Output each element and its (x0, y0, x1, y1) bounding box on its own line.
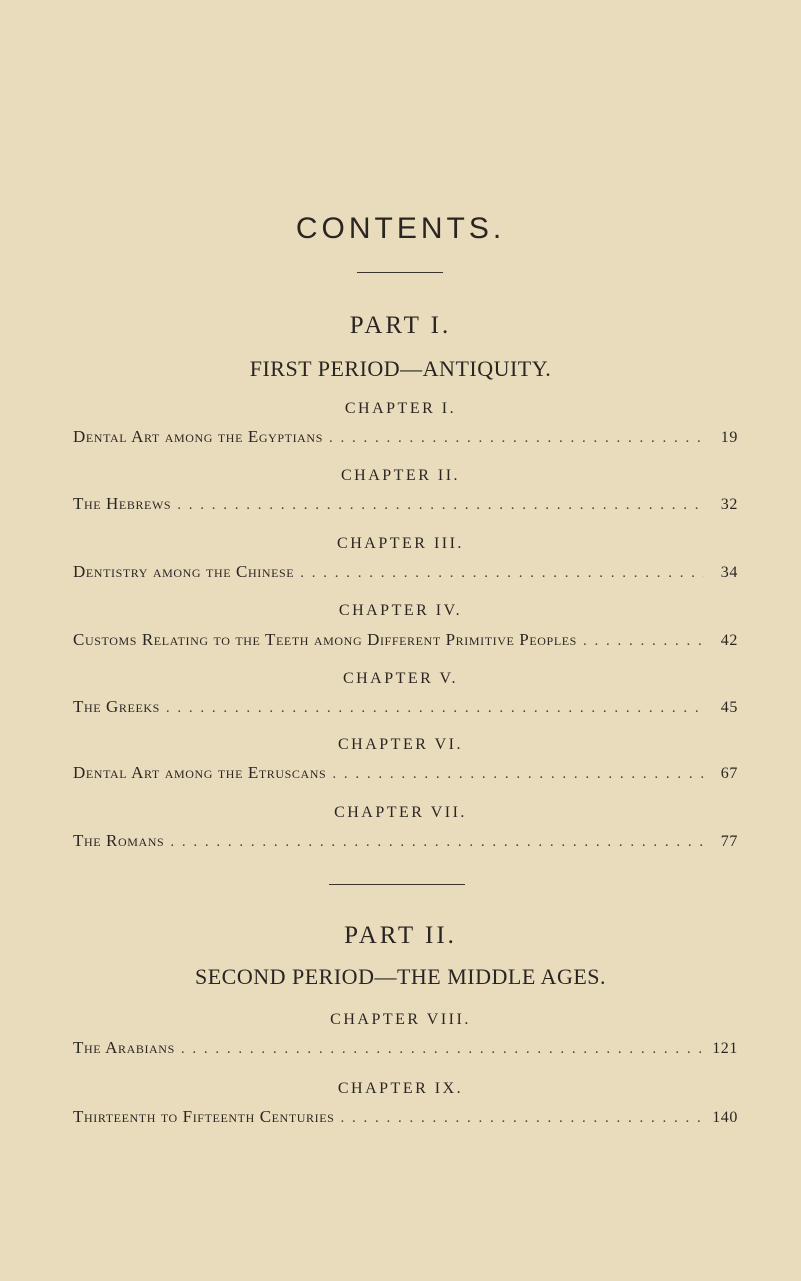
toc-page-number: 34 (720, 564, 738, 581)
toc-entry-title: The Greeks (73, 697, 160, 716)
toc-entry[interactable] (73, 697, 738, 717)
toc-page-number: 140 (712, 1109, 738, 1126)
chapter-heading: CHAPTER V. (342, 670, 459, 687)
toc-entry-title: The Romans (73, 831, 165, 850)
chapter-heading: CHAPTER IX. (337, 1080, 464, 1097)
dot-leader (166, 700, 704, 717)
toc-page-number: 121 (712, 1040, 738, 1057)
toc-page-number: 45 (720, 699, 738, 716)
period-title: SECOND PERIOD—THE MIDDLE AGES. (195, 964, 606, 989)
dot-leader (300, 565, 704, 582)
toc-entry[interactable] (73, 1107, 738, 1127)
toc-entry[interactable] (73, 427, 738, 447)
toc-page-number: 67 (720, 765, 738, 782)
dot-leader (329, 430, 704, 447)
chapter-heading: CHAPTER VI. (338, 736, 463, 753)
period-title: FIRST PERIOD—ANTIQUITY. (249, 356, 552, 381)
dot-leader (332, 766, 704, 783)
toc-page-number: 19 (720, 429, 738, 446)
toc-entry-title: Thirteenth to Fifteenth Centuries (73, 1107, 335, 1126)
dot-leader (170, 834, 704, 851)
toc-entry-title: Customs Relating to the Teeth among Different Primitive Peoples (73, 630, 577, 649)
toc-page-number: 77 (720, 833, 738, 850)
toc-entry[interactable] (73, 1038, 738, 1058)
toc-entry-title: The Arabians (73, 1038, 175, 1057)
dot-leader (177, 497, 704, 514)
divider-rule (329, 884, 465, 885)
contents-heading: CONTENTS. (295, 212, 506, 245)
dot-leader (583, 633, 704, 650)
toc-page-number: 42 (720, 632, 738, 649)
toc-entry[interactable] (73, 562, 738, 582)
chapter-heading: CHAPTER VIII. (330, 1011, 471, 1028)
toc-page-number: 32 (720, 496, 738, 513)
toc-entry[interactable] (73, 494, 738, 514)
toc-entry-title: Dental Art among the Etruscans (73, 763, 327, 782)
chapter-heading: CHAPTER VII. (334, 804, 467, 821)
toc-entry-title: Dentistry among the Chinese (73, 562, 295, 581)
toc-entry[interactable] (73, 763, 738, 783)
toc-entry[interactable] (73, 831, 738, 851)
part-title: PART I. (349, 312, 452, 339)
chapter-heading: CHAPTER II. (340, 467, 461, 484)
part-title: PART II. (344, 922, 457, 949)
chapter-heading: CHAPTER IV. (338, 602, 463, 619)
dot-leader (340, 1110, 704, 1127)
chapter-heading: CHAPTER III. (337, 535, 464, 552)
toc-entry[interactable] (73, 630, 738, 650)
toc-entry-title: The Hebrews (73, 494, 172, 513)
divider-rule (357, 272, 443, 273)
toc-entry-title: Dental Art among the Egyptians (73, 427, 323, 446)
chapter-heading: CHAPTER I. (344, 400, 457, 417)
dot-leader (181, 1041, 704, 1058)
